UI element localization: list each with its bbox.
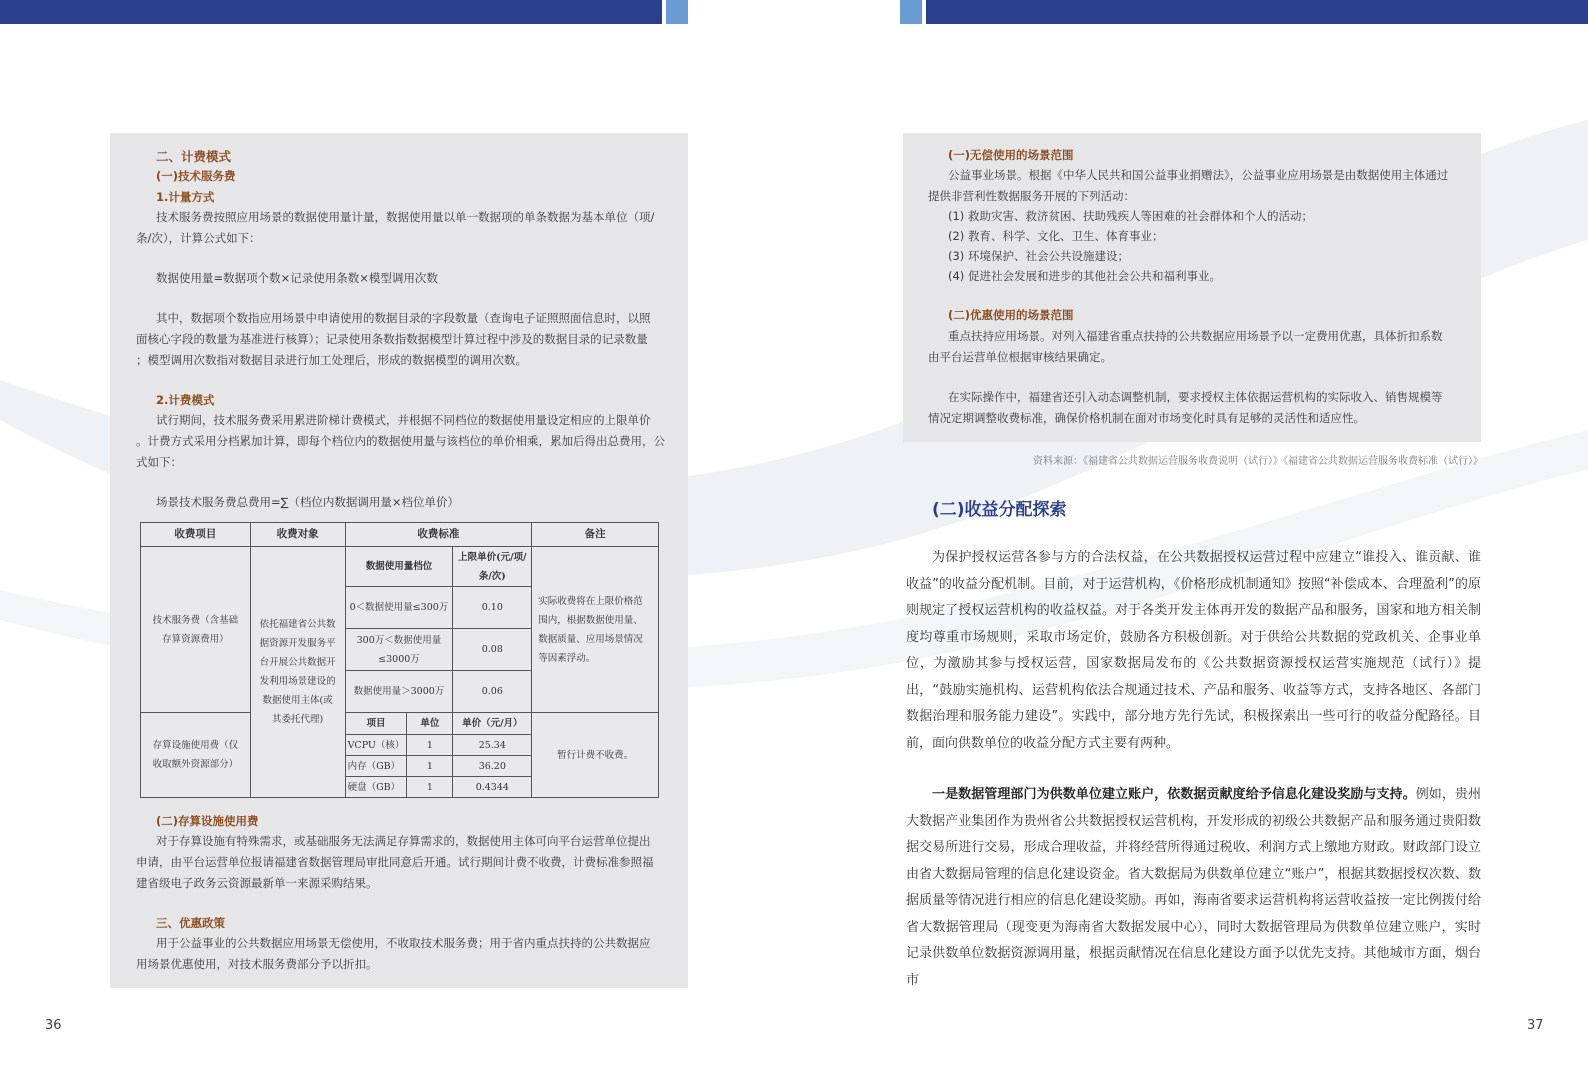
heading-discount-use: (二)优惠使用的场景范围	[948, 308, 1074, 322]
heading-infra-fee: (二)存算设施使用费	[156, 814, 259, 828]
policy-text: 用场景优惠使用，对技术服务费部分予以折扣。	[136, 957, 378, 971]
metering-text: 条/次），计算公式如下：	[136, 231, 261, 245]
discount-text: 由平台运营单位根据审核结果确定。	[928, 350, 1112, 364]
top-bar-right	[926, 0, 1588, 24]
table-cell-infra-price: 36.20	[453, 756, 532, 777]
table-cell-tier-price: 0.10	[453, 587, 532, 629]
table-cell-infra-unit: 1	[407, 735, 453, 756]
top-bar-left	[0, 0, 662, 24]
infra-fee-text: 对于存算设施有特殊需求，或基础服务无法满足存算需求的，数据使用主体可向平台运营单位提出	[156, 834, 651, 848]
heading-policy: 三、优惠政策	[156, 916, 225, 930]
table-cell-tier-price: 0.08	[453, 629, 532, 671]
adjust-text: 情况定期调整收费标准，确保价格机制在面对市场变化时具有足够的灵活性和适应性。	[928, 411, 1365, 425]
heading-free-use: (一)无偿使用的场景范围	[948, 148, 1074, 162]
source-note: 资料来源：《福建省公共数据运营服务收费说明（试行）》《福建省公共数据运营服务收费标准（试行）》	[1033, 456, 1483, 467]
table-subheader-tier: 数据使用量档位	[345, 547, 453, 587]
list-item: (1) 救助灾害、救济贫困、扶助残疾人等困难的社会群体和个人的活动；	[948, 209, 1313, 223]
heading-charging: 2.计费模式	[156, 393, 215, 407]
table-cell-object: 依托福建省公共数据资源开发服务平台开展公共数据开发利用场景建设的数据使用主体(或其委托代理)	[250, 547, 345, 798]
table-cell-infra-name: 硬盘（GB）	[345, 777, 407, 798]
table-subheader-unit-price: 单价（元/月）	[453, 713, 532, 735]
table-cell-infra-price: 0.4344	[453, 777, 532, 798]
adjust-text: 在实际操作中，福建省还引入动态调整机制，要求授权主体依据运营机构的实际收入、销售规模等	[948, 390, 1443, 404]
table-cell-note-tech: 实际收费将在上限价格范围内，根据数据使用量、数据质量、应用场景情况等因素浮动。	[532, 547, 659, 713]
list-item: (2) 教育、科学、文化、卫生、体育事业；	[948, 229, 1164, 243]
fee-table	[140, 522, 659, 798]
discount-text: 重点扶持应用场景。对列入福建省重点扶持的公共数据应用场景予以一定费用优惠，具体折扣系数	[948, 329, 1443, 343]
table-cell-infra-price: 25.34	[453, 735, 532, 756]
table-cell-tier-range: 300万＜数据使用量≤3000万	[345, 629, 453, 671]
table-cell-infra-name: 内存（GB）	[345, 756, 407, 777]
table-header-object: 收费对象	[250, 523, 345, 547]
definition-text: ；模型调用次数指对数据目录进行加工处理后，形成的数据模型的调用次数。	[136, 353, 527, 367]
body-paragraph: 为保护授权运营各参与方的合法权益，在公共数据授权运营过程中应建立“谁投入、谁贡献、谁收益”的收益分配机制。目前，对于运营机构，《价格形成机制通知》按照“补偿成本、合理盈利”的原则规定了授权运营机构的收益权益。对于各类开发主体再开发的数据产品和服务，国家和地方相关制度均尊重市场规则，采取市场定价，鼓励各方积极创新。对于供给公共数据的党政机关、企事业单位，为激励其参与授权运营，国家数据局发布的《公共数据资源授权运营实施规范（试行）》提出，“鼓励实施机构、运营机构依法合规通过技术、产品和服务、收益等方式，支持各地区、各部门数据治理和服务能力建设”。实践中，部分地方先行先试，积极探索出一些可行的收益分配路径。目前，面向供数单位的收益分配方式主要有两种。	[906, 550, 1481, 751]
table-cell-infra-name: VCPU（核）	[345, 735, 407, 756]
heading-metering: 1.计量方式	[156, 190, 215, 204]
metering-text: 技术服务费按照应用场景的数据使用量计量，数据使用量以单一数据项的单条数据为基本单位（项/	[156, 210, 655, 224]
body-paragraph-rest: 例如，贵州大数据产业集团作为贵州省公共数据授权运营机构，开发形成的初级公共数据产品和服务通过贵阳数据交易所进行交易，形成合理收益，并将经营所得通过税收、利润方式上缴地方财政。财政部门设立由省大数据局管理的信息化建设资金。省大数据局为供数单位建立“账户”，根据其数据授权次数、数据质量等情况进行相应的信息化建设奖励。再如，海南省要求运营机构将运营收益按一定比例拨付给省大数据管理局（现变更为海南省大数据发展中心），同时大数据管理局为供数单位建立账户，实时记录供数单位数据资源调用量，根据贡献情况在信息化建设方面予以优先支持。其他城市方面，烟台市	[906, 787, 1481, 988]
body-paragraph-lead: 一是数据管理部门为供数单位建立账户，依数据贡献度给予信息化建设奖励与支持。	[932, 787, 1416, 802]
page-number-right: 37	[1527, 1018, 1544, 1033]
table-cell-note-infra: 暂行计费不收费。	[532, 713, 659, 798]
table-cell-infra-unit: 1	[407, 756, 453, 777]
top-bar-accent-right	[900, 0, 922, 24]
table-subheader-price: 上限单价(元/项/条/次)	[453, 547, 532, 587]
table-cell-tier-range: 0＜数据使用量≤300万	[345, 587, 453, 629]
charging-text: 试行期间，技术服务费采用累进阶梯计费模式，并根据不同档位的数据使用量设定相应的上限单价	[156, 413, 651, 427]
body-paragraph	[906, 782, 1481, 988]
free-use-text: 公益事业场景。根据《中华人民共和国公益事业捐赠法》，公益事业应用场景是由数据使用主体通过	[948, 168, 1449, 182]
table-cell-tier-range: 数据使用量＞3000万	[345, 671, 453, 713]
table-subheader-project: 项目	[345, 713, 407, 735]
policy-text: 用于公益事业的公共数据应用场景无偿使用，不收取技术服务费；用于省内重点扶持的公共数据应	[156, 936, 651, 950]
page-number-left: 36	[45, 1018, 62, 1033]
charging-text: 式如下：	[136, 455, 182, 469]
table-header-standard: 收费标准	[345, 523, 532, 547]
list-item: (3) 环境保护、社会公共设施建设；	[948, 249, 1129, 263]
definition-text: 面核心字段的数量为基准进行核算）；记录使用条数指数据模型计算过程中涉及的数据目录的记录数量	[136, 332, 648, 346]
list-item: (4) 促进社会发展和进步的其他社会公共和福利事业。	[948, 269, 1221, 283]
top-bar-accent-left	[666, 0, 688, 24]
free-use-text: 提供非营利性数据服务开展的下列活动：	[928, 189, 1135, 203]
table-cell-infra-unit: 1	[407, 777, 453, 798]
infra-fee-text: 建省级电子政务云资源最新单一来源采购结果。	[136, 876, 378, 890]
table-header-item: 收费项目	[141, 523, 251, 547]
heading-tech-service: (一)技术服务费	[156, 169, 236, 183]
formula-total-fee: 场景技术服务费总费用=∑（档位内数据调用量×档位单价）	[156, 495, 460, 509]
table-cell-tier-price: 0.06	[453, 671, 532, 713]
infra-fee-text: 申请，由平台运营单位报请福建省数据管理局审批同意后开通。试行期间计费不收费，计费标准参照福	[136, 855, 654, 869]
definition-text: 其中，数据项个数指应用场景中申请使用的数据目录的字段数量（查询电子证照照面信息时，以照	[156, 311, 651, 325]
section-title: (二)收益分配探索	[932, 500, 1067, 520]
heading-fee-mode: 二、计费模式	[156, 149, 232, 164]
charging-text: 。计费方式采用分档累加计算，即每个档位内的数据使用量与该档位的单价相乘，累加后得出总费用，公	[136, 434, 665, 448]
table-header-note: 备注	[532, 523, 659, 547]
table-subheader-unit: 单位	[407, 713, 453, 735]
formula-data-usage: 数据使用量=数据项个数×记录使用条数×模型调用次数	[156, 271, 438, 285]
table-cell-item-infra: 存算设施使用费（仅收取额外资源部分）	[141, 713, 251, 798]
table-cell-item-tech: 技术服务费（含基础存算资源费用）	[141, 547, 251, 713]
